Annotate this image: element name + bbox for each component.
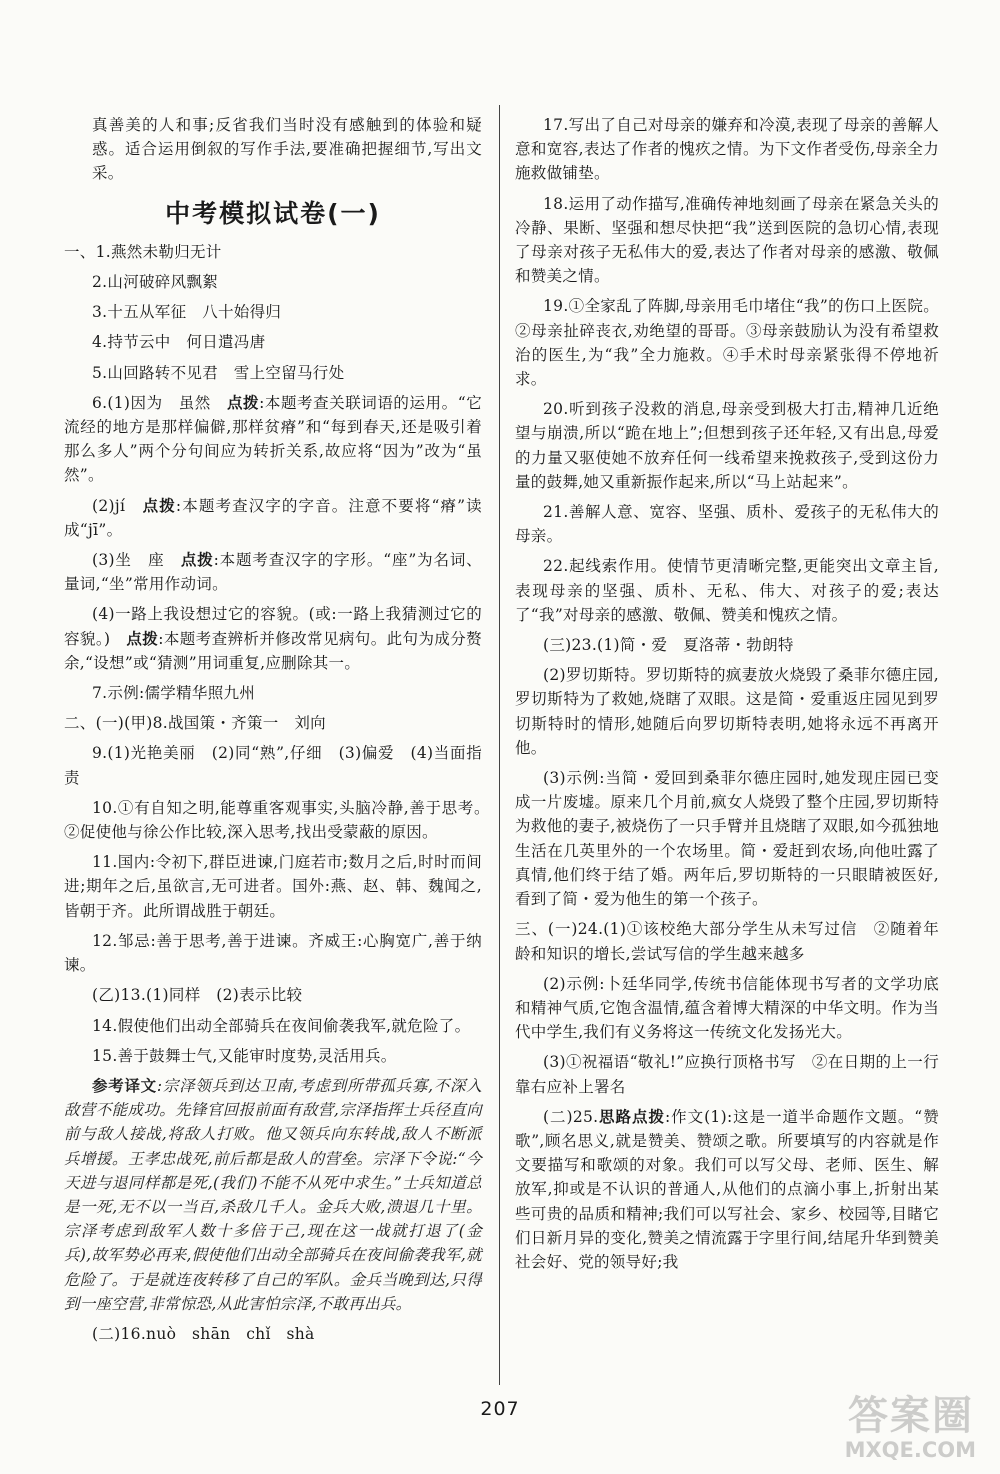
answer-q13: (乙)13.(1)同样 (2)表示比较 [92,986,303,1005]
answer-q20: 20.听到孩子没救的消息,母亲受到极大打击,精神几近绝望与崩溃,所以“跪在地上”;但想到孩子还年轻,又有出息,母爱的力量又驱使她不放弃任何一线希望来挽救孩子,受到这份力量的鼓舞,她又重新振作起来,所以“马上站起来”。 [515,400,939,491]
hint-label: 点拨 [180,550,214,570]
q6-2-explanation: :本题考查汉字的字音。注意不要将“瘠”读成“jī”。 [64,496,482,539]
q25-number: (二)25. [543,1107,599,1126]
answer-q23-1: (三)23.(1)简・爱 夏洛蒂・勃朗特 [543,636,794,655]
column-divider [499,105,500,1385]
reference-translation [64,1074,482,1316]
answer-q6-2 [64,494,482,542]
answer-q24-2: (2)示例:卜廷华同学,传统书信能体现书写者的文学功底和精神气质,它饱含温情,蕴含着博大精深的中华文明。作为当代中学生,我们有义务将这一传统文化发扬光大。 [515,974,939,1042]
watermark-logo-text: 答案圈 [848,1393,974,1439]
answer-q6-4 [64,602,482,675]
q25-explanation: :作文(1):这是一道半命题作文题。“赞歌”,顾名思义,就是赞美、赞颂之歌。所要填写的内容就是作文要描写和歌颂的对象。我们可以写父母、老师、医生、解放军,抑或是不认识的普通人,从他们的点滴小事上,折射出某些可贵的品质和精神;我们可以写社会、家乡、校园等,目睹它们日新月异的变化,赞美之情流露于字里行间,结尾升华到赞美社会好、党的领导好;我 [515,1107,940,1271]
page-number: 207 [480,1398,520,1420]
translation-label: 参考译文 [92,1075,157,1095]
answer-q14: 14.假使他们出动全部骑兵在夜间偷袭我军,就危险了。 [92,1016,471,1035]
q6-3-answer: (3)坐 座 [92,551,181,570]
answer-q5: 5.山回路转不见君 雪上空留马行处 [92,363,345,382]
q6-4-answer: (4)一路上我设想过它的容貌。(或:一路上我猜测过它的容貌。) [64,605,482,648]
answer-q23-3: (3)示例:当简・爱回到桑菲尔德庄园时,她发现庄园已变成一片废墟。原来几个月前,疯女人烧毁了整个庄园,罗切斯特为救他的妻子,被烧伤了一只手臂并且烧瞎了双眼,如今孤独地生活在几英里外的一个农场里。简・爱赶到农场,向他吐露了真情,他们终于结了婚。两年后,罗切斯特的一只眼睛被医好,看到了简・爱为他生的第一个孩子。 [515,769,939,909]
answer-q6-1 [64,391,482,488]
right-column [515,113,939,1280]
intro-text: 真善美的人和事;反省我们当时没有感触到的体验和疑惑。适合运用倒叙的写作手法,要准确把握细节,写出文采。 [92,116,482,183]
answer-q22: 22.起线索作用。使情节更清晰完整,更能突出文章主旨,表现母亲的坚强、质朴、无私、伟大、对孩子的爱;表达了“我”对母亲的感激、敬佩、赞美和愧疚之情。 [515,557,939,624]
thinking-hint-label: 思路点拨 [598,1106,665,1126]
answer-q3: 3.十五从军征 八十始得归 [92,303,282,322]
answer-q1: 一、1.燕然未勒归无计 [64,242,222,261]
watermark-url: MXQE.COM [844,1438,976,1462]
answer-q11: 11.国内:令初下,群臣进谏,门庭若市;数月之后,时时而间进;期年之后,虽欲言,无可进者。国外:燕、赵、韩、魏闻之,皆朝于齐。此所谓战胜于朝廷。 [64,853,482,920]
answer-q21: 21.善解人意、宽容、坚强、质朴、爱孩子的无私伟大的母亲。 [515,503,939,546]
q6-3-explanation: :本题考查汉字的字形。“座”为名词、量词,“坐”常用作动词。 [64,551,482,594]
q6-4-explanation: :本题考查辨析并修改常见病句。此句为成分赘余,“设想”或“猜测”用词重复,应删除其一。 [64,629,482,672]
intro-paragraph [64,113,482,186]
answer-q10: 10.①有自知之明,能尊重客观事实,头脑冷静,善于思考。 ②促使他与徐公作比较,深入思考,找出受蒙蔽的原因。 [64,798,498,842]
hint-label: 点拨 [126,628,159,648]
answer-q8: 二、(一)(甲)8.战国策・齐策一 刘向 [64,714,326,733]
answer-q19: 19.①全家乱了阵脚,母亲用毛巾堵住“我”的伤口上医院。②母亲扯碎丧衣,劝绝望的哥哥。③母亲鼓励认为没有希望救治的医生,为“我”全力施救。④手术时母亲紧张得不停地祈求。 [515,297,939,389]
q6-1-explanation: :本题考查关联词语的运用。“它流经的地方是那样偏僻,那样贫瘠”和“每到春天,还是吸引着那么多人”两个分句间应为转折关系,故应将“因为”改为“虽然”。 [64,393,482,485]
answer-q18: 18.运用了动作描写,准确传神地刻画了母亲在紧急关头的冷静、果断、坚强和想尽快把“我”送到医院的急切心情,表现了母亲对孩子无私伟大的爱,表达了作者对母亲的感激、敬佩和赞美之情。 [515,194,939,286]
answer-q6-3 [64,548,482,596]
translation-text: :宗泽领兵到达卫南,考虑到所带孤兵寡,不深入敌营不能成功。先锋官回报前面有敌营,宗泽指挥士兵径直向前与敌人接战,将敌人打败。他又领兵向东转战,敌人不断派兵增援。王孝忠战死,前后都是敌人的营垒。宗泽下令说:“今天进与退同样都是死,(我们)不能不从死中求生。”士兵知道总是一死,无不以一当百,杀敌几千人。金兵大败,溃退几十里。宗泽考虑到敌军人数十多倍于己,现在这一战就打退了(金兵),故军势必再来,假使他们出动全部骑兵在夜间偷袭我军,就危险了。于是就连夜转移了自己的军队。金兵当晚到达,只得到一座空营,非常惊恐,从此害怕宗泽,不敢再出兵。 [64,1076,482,1313]
left-column [64,113,498,1352]
answer-q2: 2.山河破碎风飘絮 [92,273,218,292]
q6-2-answer: (2)jí [92,496,143,515]
watermark-logo [830,1384,980,1462]
answer-q4: 4.持节云中 何日遣冯唐 [92,333,266,352]
answer-q9: 9.(1)光艳美丽 (2)同“熟”,仔细 (3)偏爱 (4)当面指责 [64,744,482,787]
answer-q23-2: (2)罗切斯特。罗切斯特的疯妻放火烧毁了桑菲尔德庄园,罗切斯特为了救她,烧瞎了双眼。这是简・爱重返庄园见到罗切斯特时的情形,她随后向罗切斯特表明,她将永远不再离开他。 [515,666,939,757]
section-title: 中考模拟试卷(一) [165,198,381,228]
answer-q15: 15.善于鼓舞士气,又能审时度势,灵活用兵。 [92,1046,397,1065]
answer-q16: (二)16.nuò shān chǐ shà [92,1324,315,1343]
hint-label: 点拨 [226,392,260,412]
hint-label: 点拨 [142,495,176,515]
answer-q24-1: 三、(一)24.(1)①该校绝大部分学生从未写过信 ②随着年龄和知识的增长,尝试写信的学生越来越多 [515,920,939,963]
answer-q12: 12.邹忌:善于思考,善于进谏。齐威王:心胸宽广,善于纳谏。 [64,931,482,975]
answer-q17: 17.写出了自己对母亲的嫌弃和冷漠,表现了母亲的善解人意和宽容,表达了作者的愧疚之情。为下文作者受伤,母亲全力施救做铺垫。 [515,116,939,183]
answer-q24-3: (3)①祝福语“敬礼!”应换行顶格书写 ②在日期的上一行靠右应补上署名 [515,1053,939,1096]
answer-q25 [515,1105,939,1274]
answer-q7: 7.示例:儒学精华照九州 [92,684,256,703]
q6-1-answer: 6.(1)因为 虽然 [92,393,227,412]
